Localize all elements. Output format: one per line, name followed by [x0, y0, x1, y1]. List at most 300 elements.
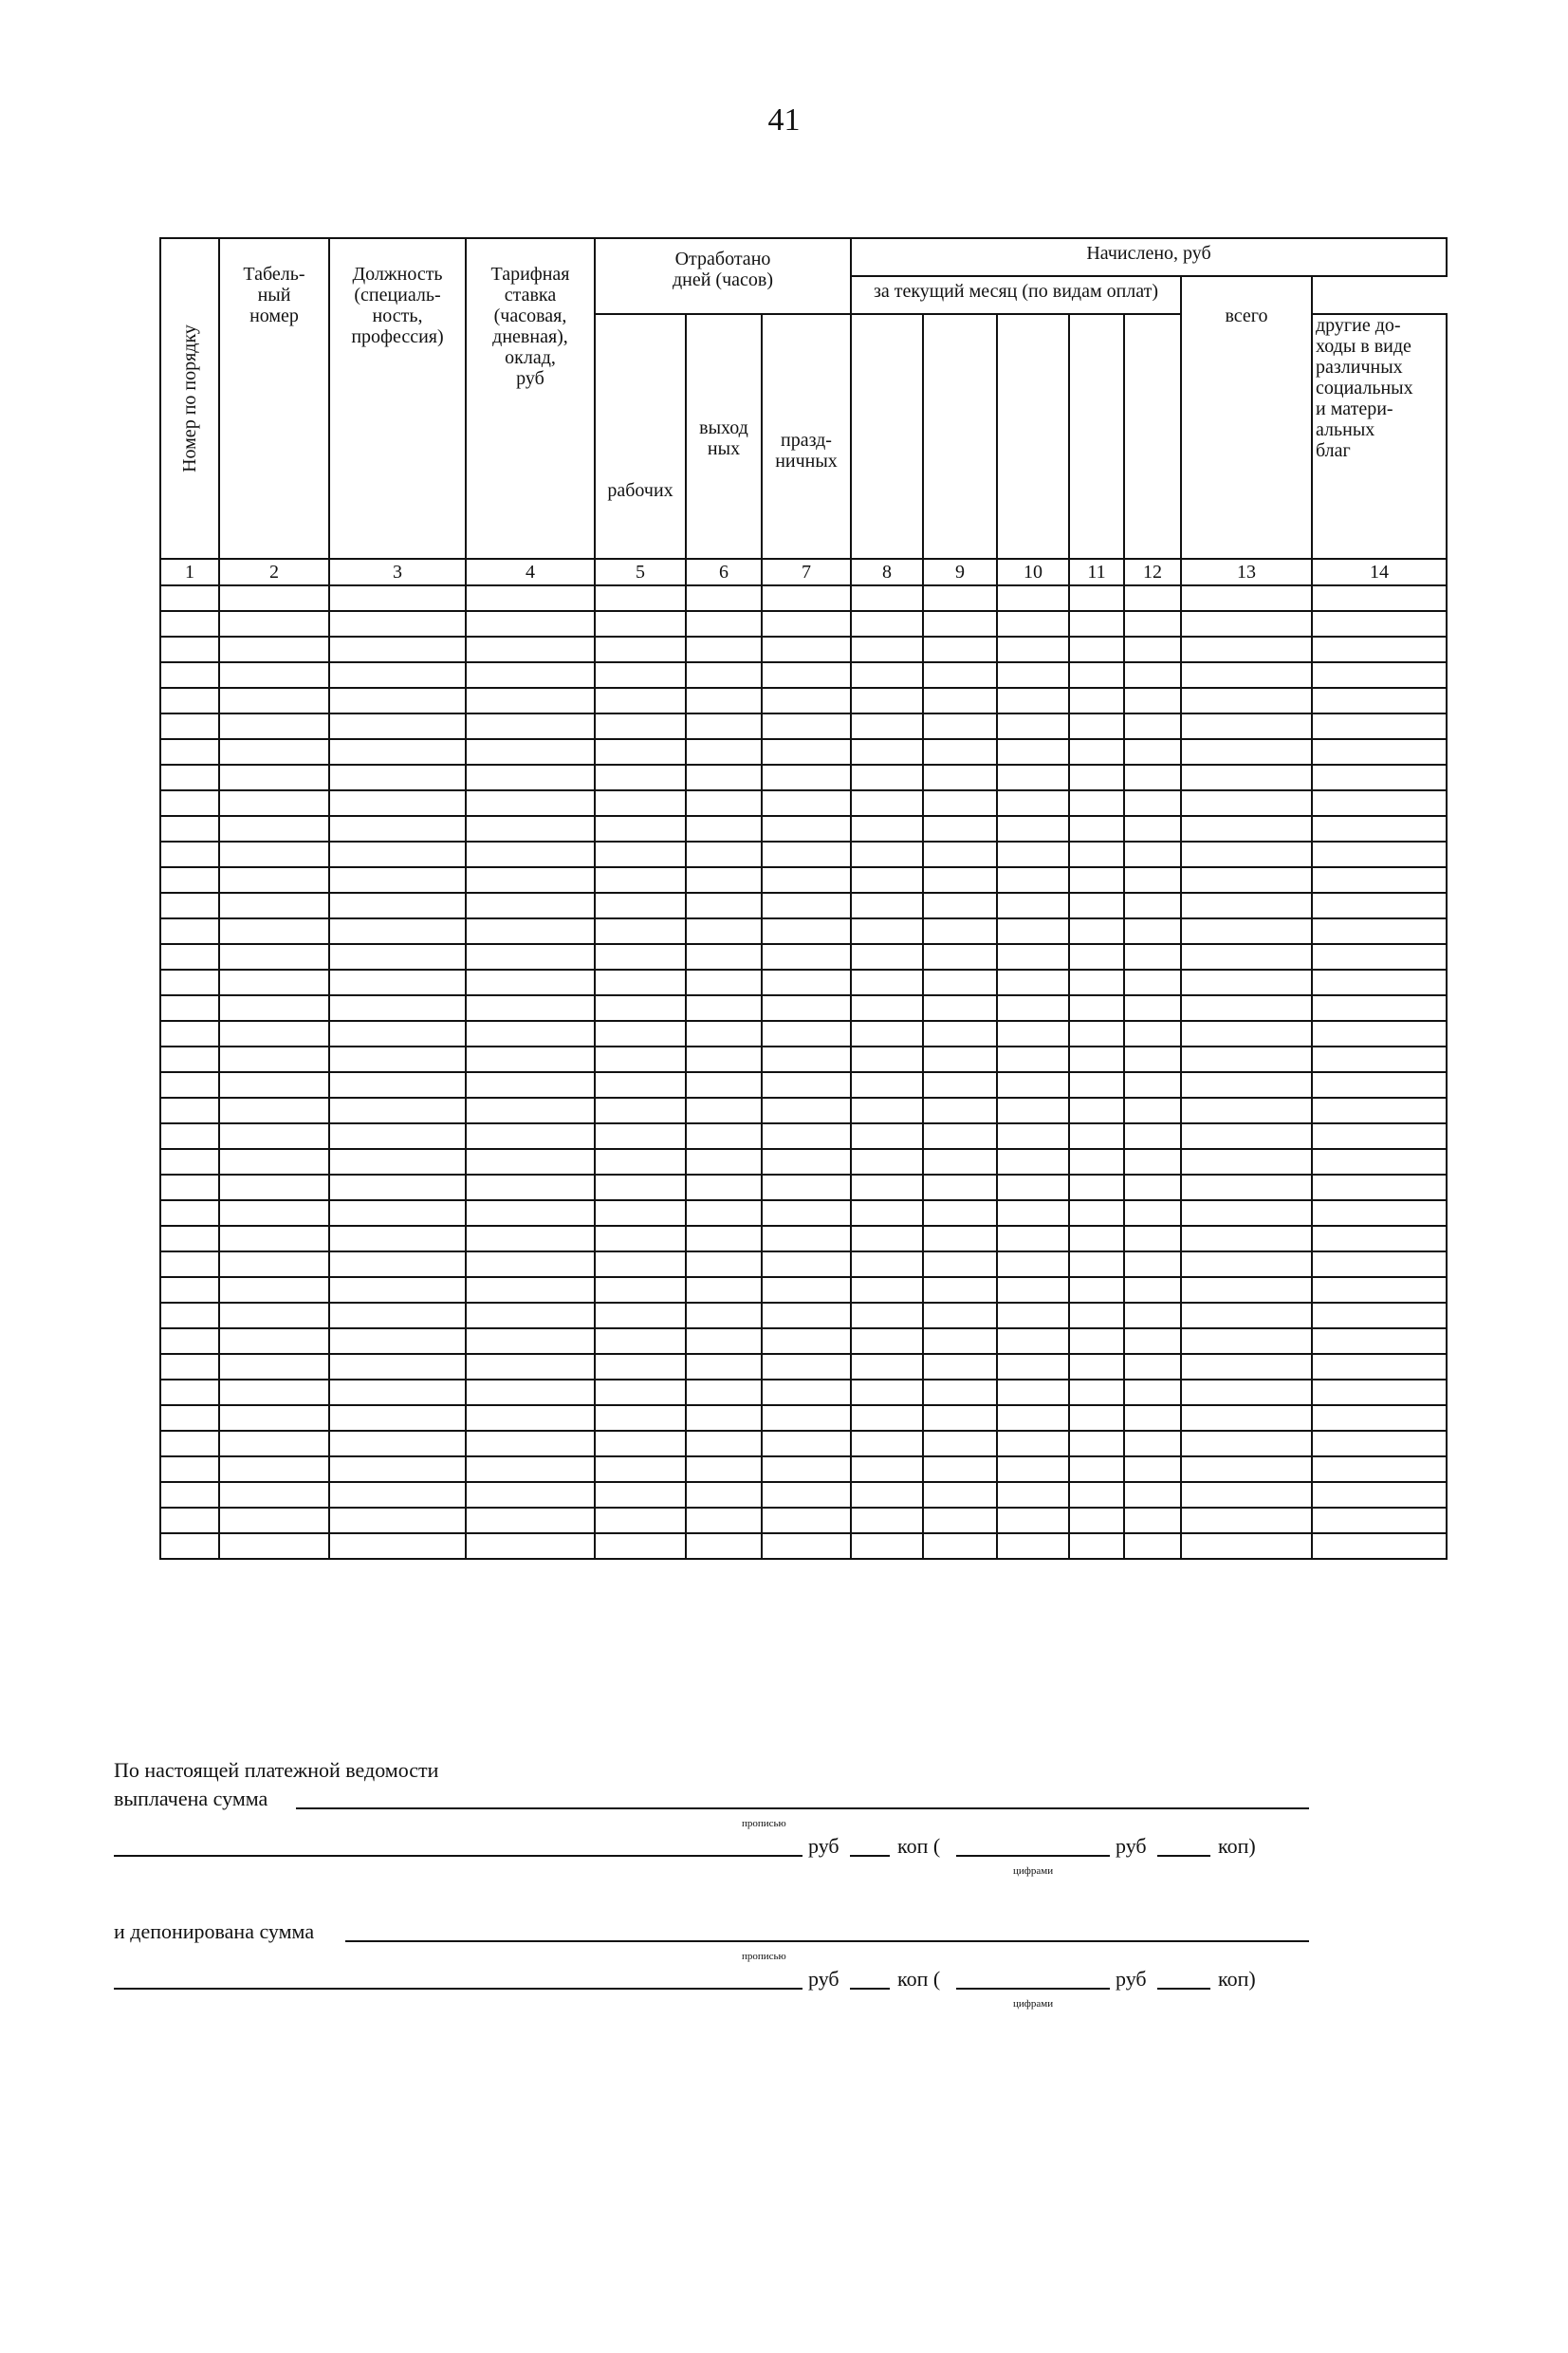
table-cell[interactable]: [1181, 1251, 1312, 1277]
table-cell[interactable]: [686, 1303, 762, 1328]
table-cell[interactable]: [219, 1047, 329, 1072]
table-cell[interactable]: [1181, 662, 1312, 688]
table-cell[interactable]: [923, 867, 997, 893]
table-cell[interactable]: [466, 688, 595, 713]
table-cell[interactable]: [1069, 1533, 1124, 1559]
table-cell[interactable]: [1069, 970, 1124, 995]
table-cell[interactable]: [595, 1405, 686, 1431]
table-cell[interactable]: [329, 1098, 466, 1123]
table-cell[interactable]: [1181, 790, 1312, 816]
table-cell[interactable]: [1124, 944, 1181, 970]
table-cell[interactable]: [1124, 1226, 1181, 1251]
table-cell[interactable]: [762, 1328, 851, 1354]
table-cell[interactable]: [1124, 1175, 1181, 1200]
table-cell[interactable]: [1181, 1149, 1312, 1175]
table-cell[interactable]: [686, 1533, 762, 1559]
table-cell[interactable]: [997, 1380, 1069, 1405]
table-cell[interactable]: [686, 585, 762, 611]
table-cell[interactable]: [851, 765, 923, 790]
table-cell[interactable]: [1181, 1303, 1312, 1328]
table-cell[interactable]: [762, 662, 851, 688]
table-cell[interactable]: [160, 1405, 219, 1431]
table-cell[interactable]: [1124, 1047, 1181, 1072]
table-cell[interactable]: [851, 918, 923, 944]
table-cell[interactable]: [329, 790, 466, 816]
table-cell[interactable]: [595, 1047, 686, 1072]
table-cell[interactable]: [851, 1328, 923, 1354]
table-cell[interactable]: [219, 1533, 329, 1559]
table-cell[interactable]: [686, 713, 762, 739]
table-cell[interactable]: [1181, 867, 1312, 893]
table-cell[interactable]: [329, 1021, 466, 1047]
table-cell[interactable]: [329, 893, 466, 918]
table-cell[interactable]: [160, 1277, 219, 1303]
table-cell[interactable]: [1124, 1021, 1181, 1047]
table-cell[interactable]: [466, 765, 595, 790]
table-cell[interactable]: [219, 1328, 329, 1354]
table-cell[interactable]: [923, 1405, 997, 1431]
table-cell[interactable]: [329, 611, 466, 637]
table-cell[interactable]: [923, 893, 997, 918]
table-cell[interactable]: [329, 1072, 466, 1098]
table-cell[interactable]: [923, 995, 997, 1021]
table-cell[interactable]: [686, 1328, 762, 1354]
table-cell[interactable]: [219, 1431, 329, 1456]
table-cell[interactable]: [160, 688, 219, 713]
table-cell[interactable]: [923, 739, 997, 765]
table-cell[interactable]: [329, 1047, 466, 1072]
table-cell[interactable]: [329, 713, 466, 739]
table-cell[interactable]: [1181, 739, 1312, 765]
table-cell[interactable]: [686, 918, 762, 944]
table-cell[interactable]: [686, 790, 762, 816]
table-cell[interactable]: [1312, 867, 1447, 893]
table-cell[interactable]: [595, 1098, 686, 1123]
table-cell[interactable]: [1069, 1456, 1124, 1482]
table-cell[interactable]: [1181, 1533, 1312, 1559]
table-cell[interactable]: [997, 662, 1069, 688]
table-cell[interactable]: [466, 1226, 595, 1251]
table-cell[interactable]: [851, 1175, 923, 1200]
table-cell[interactable]: [219, 688, 329, 713]
table-cell[interactable]: [1181, 765, 1312, 790]
table-cell[interactable]: [851, 1380, 923, 1405]
table-cell[interactable]: [160, 637, 219, 662]
table-cell[interactable]: [1181, 995, 1312, 1021]
table-cell[interactable]: [1124, 918, 1181, 944]
table-cell[interactable]: [595, 1354, 686, 1380]
table-cell[interactable]: [160, 765, 219, 790]
table-cell[interactable]: [595, 867, 686, 893]
table-cell[interactable]: [160, 1251, 219, 1277]
table-cell[interactable]: [595, 688, 686, 713]
table-cell[interactable]: [329, 1123, 466, 1149]
table-cell[interactable]: [1124, 1072, 1181, 1098]
table-cell[interactable]: [160, 1482, 219, 1508]
table-cell[interactable]: [219, 995, 329, 1021]
table-cell[interactable]: [923, 1533, 997, 1559]
table-cell[interactable]: [997, 893, 1069, 918]
table-cell[interactable]: [1124, 1123, 1181, 1149]
table-cell[interactable]: [595, 1226, 686, 1251]
table-cell[interactable]: [329, 995, 466, 1021]
table-cell[interactable]: [1069, 1226, 1124, 1251]
table-cell[interactable]: [329, 970, 466, 995]
table-cell[interactable]: [997, 1508, 1069, 1533]
table-cell[interactable]: [1181, 1226, 1312, 1251]
table-cell[interactable]: [466, 1508, 595, 1533]
table-cell[interactable]: [997, 944, 1069, 970]
table-cell[interactable]: [851, 1508, 923, 1533]
table-cell[interactable]: [997, 688, 1069, 713]
table-cell[interactable]: [219, 1251, 329, 1277]
table-cell[interactable]: [1069, 1200, 1124, 1226]
table-cell[interactable]: [595, 1072, 686, 1098]
table-cell[interactable]: [219, 662, 329, 688]
table-cell[interactable]: [595, 1533, 686, 1559]
table-cell[interactable]: [1124, 995, 1181, 1021]
table-cell[interactable]: [997, 816, 1069, 842]
table-cell[interactable]: [851, 713, 923, 739]
table-cell[interactable]: [923, 611, 997, 637]
table-cell[interactable]: [1069, 1175, 1124, 1200]
table-cell[interactable]: [686, 765, 762, 790]
table-cell[interactable]: [851, 1123, 923, 1149]
table-cell[interactable]: [1312, 1047, 1447, 1072]
table-cell[interactable]: [923, 918, 997, 944]
table-cell[interactable]: [686, 1200, 762, 1226]
table-cell[interactable]: [762, 918, 851, 944]
table-cell[interactable]: [1124, 662, 1181, 688]
table-cell[interactable]: [1124, 1354, 1181, 1380]
table-cell[interactable]: [851, 970, 923, 995]
table-cell[interactable]: [686, 995, 762, 1021]
table-cell[interactable]: [466, 1098, 595, 1123]
table-cell[interactable]: [219, 918, 329, 944]
table-cell[interactable]: [595, 1149, 686, 1175]
table-cell[interactable]: [466, 611, 595, 637]
table-cell[interactable]: [466, 1251, 595, 1277]
table-cell[interactable]: [762, 1354, 851, 1380]
table-cell[interactable]: [997, 867, 1069, 893]
table-cell[interactable]: [997, 765, 1069, 790]
table-cell[interactable]: [1312, 842, 1447, 867]
table-cell[interactable]: [595, 1456, 686, 1482]
table-cell[interactable]: [1181, 585, 1312, 611]
table-cell[interactable]: [595, 995, 686, 1021]
table-cell[interactable]: [329, 842, 466, 867]
table-cell[interactable]: [219, 1354, 329, 1380]
table-cell[interactable]: [595, 944, 686, 970]
table-cell[interactable]: [595, 637, 686, 662]
table-cell[interactable]: [466, 662, 595, 688]
table-cell[interactable]: [1124, 1456, 1181, 1482]
table-cell[interactable]: [466, 893, 595, 918]
table-cell[interactable]: [997, 585, 1069, 611]
table-cell[interactable]: [329, 637, 466, 662]
table-cell[interactable]: [1312, 918, 1447, 944]
table-cell[interactable]: [219, 1456, 329, 1482]
table-cell[interactable]: [595, 1175, 686, 1200]
table-cell[interactable]: [1181, 1098, 1312, 1123]
table-cell[interactable]: [762, 1123, 851, 1149]
table-cell[interactable]: [997, 1098, 1069, 1123]
table-cell[interactable]: [1181, 688, 1312, 713]
table-cell[interactable]: [851, 867, 923, 893]
table-cell[interactable]: [997, 1251, 1069, 1277]
table-cell[interactable]: [762, 739, 851, 765]
table-cell[interactable]: [329, 1149, 466, 1175]
table-cell[interactable]: [762, 765, 851, 790]
table-cell[interactable]: [466, 1431, 595, 1456]
table-cell[interactable]: [762, 1072, 851, 1098]
table-cell[interactable]: [997, 1123, 1069, 1149]
table-cell[interactable]: [160, 1431, 219, 1456]
table-cell[interactable]: [160, 1021, 219, 1047]
table-cell[interactable]: [686, 867, 762, 893]
table-cell[interactable]: [851, 1072, 923, 1098]
table-cell[interactable]: [329, 1380, 466, 1405]
table-cell[interactable]: [160, 970, 219, 995]
table-cell[interactable]: [160, 1226, 219, 1251]
table-cell[interactable]: [1069, 739, 1124, 765]
table-cell[interactable]: [686, 1277, 762, 1303]
table-cell[interactable]: [1181, 1482, 1312, 1508]
table-cell[interactable]: [686, 970, 762, 995]
table-cell[interactable]: [595, 662, 686, 688]
table-cell[interactable]: [762, 611, 851, 637]
table-cell[interactable]: [851, 842, 923, 867]
table-cell[interactable]: [1124, 1405, 1181, 1431]
table-cell[interactable]: [762, 970, 851, 995]
table-cell[interactable]: [1312, 1533, 1447, 1559]
table-cell[interactable]: [219, 713, 329, 739]
table-cell[interactable]: [160, 1380, 219, 1405]
table-cell[interactable]: [219, 944, 329, 970]
table-cell[interactable]: [595, 1251, 686, 1277]
table-cell[interactable]: [1124, 688, 1181, 713]
table-cell[interactable]: [1312, 1226, 1447, 1251]
table-cell[interactable]: [329, 662, 466, 688]
table-cell[interactable]: [1312, 1200, 1447, 1226]
table-cell[interactable]: [851, 893, 923, 918]
table-cell[interactable]: [1181, 842, 1312, 867]
table-cell[interactable]: [686, 611, 762, 637]
table-cell[interactable]: [160, 1072, 219, 1098]
table-cell[interactable]: [1124, 1303, 1181, 1328]
table-cell[interactable]: [1124, 1380, 1181, 1405]
table-cell[interactable]: [1181, 611, 1312, 637]
table-cell[interactable]: [160, 713, 219, 739]
table-cell[interactable]: [997, 1072, 1069, 1098]
table-cell[interactable]: [160, 585, 219, 611]
table-cell[interactable]: [762, 1482, 851, 1508]
table-cell[interactable]: [997, 1021, 1069, 1047]
table-cell[interactable]: [851, 1226, 923, 1251]
table-cell[interactable]: [851, 688, 923, 713]
table-cell[interactable]: [1312, 1098, 1447, 1123]
table-cell[interactable]: [466, 1380, 595, 1405]
table-cell[interactable]: [1181, 637, 1312, 662]
table-cell[interactable]: [762, 1021, 851, 1047]
table-cell[interactable]: [1069, 585, 1124, 611]
table-cell[interactable]: [997, 1200, 1069, 1226]
table-cell[interactable]: [686, 1021, 762, 1047]
table-cell[interactable]: [762, 1456, 851, 1482]
table-cell[interactable]: [595, 970, 686, 995]
table-cell[interactable]: [686, 1405, 762, 1431]
table-cell[interactable]: [1069, 1508, 1124, 1533]
table-cell[interactable]: [1181, 1072, 1312, 1098]
table-cell[interactable]: [1312, 1328, 1447, 1354]
table-cell[interactable]: [762, 1175, 851, 1200]
table-cell[interactable]: [160, 1098, 219, 1123]
table-cell[interactable]: [595, 585, 686, 611]
table-cell[interactable]: [1069, 867, 1124, 893]
table-cell[interactable]: [1124, 611, 1181, 637]
table-cell[interactable]: [923, 1431, 997, 1456]
table-cell[interactable]: [1312, 1149, 1447, 1175]
table-cell[interactable]: [923, 585, 997, 611]
table-cell[interactable]: [1124, 1200, 1181, 1226]
table-cell[interactable]: [329, 1533, 466, 1559]
table-cell[interactable]: [686, 1098, 762, 1123]
table-cell[interactable]: [219, 1405, 329, 1431]
table-cell[interactable]: [219, 867, 329, 893]
table-cell[interactable]: [1124, 1508, 1181, 1533]
table-cell[interactable]: [762, 713, 851, 739]
table-cell[interactable]: [851, 1303, 923, 1328]
table-cell[interactable]: [1181, 1175, 1312, 1200]
table-cell[interactable]: [686, 893, 762, 918]
table-cell[interactable]: [762, 790, 851, 816]
table-cell[interactable]: [219, 1200, 329, 1226]
table-cell[interactable]: [997, 1328, 1069, 1354]
table-cell[interactable]: [923, 1200, 997, 1226]
table-cell[interactable]: [997, 739, 1069, 765]
table-cell[interactable]: [329, 1431, 466, 1456]
table-cell[interactable]: [1312, 970, 1447, 995]
table-cell[interactable]: [851, 816, 923, 842]
table-cell[interactable]: [1181, 918, 1312, 944]
table-cell[interactable]: [762, 1200, 851, 1226]
table-cell[interactable]: [686, 739, 762, 765]
table-cell[interactable]: [923, 944, 997, 970]
table-cell[interactable]: [997, 1431, 1069, 1456]
table-cell[interactable]: [762, 1251, 851, 1277]
table-cell[interactable]: [1312, 637, 1447, 662]
table-cell[interactable]: [595, 893, 686, 918]
table-cell[interactable]: [1181, 1508, 1312, 1533]
table-cell[interactable]: [329, 1354, 466, 1380]
table-cell[interactable]: [1312, 1431, 1447, 1456]
table-cell[interactable]: [595, 816, 686, 842]
table-cell[interactable]: [329, 1303, 466, 1328]
table-cell[interactable]: [329, 1175, 466, 1200]
table-cell[interactable]: [466, 637, 595, 662]
table-cell[interactable]: [923, 1277, 997, 1303]
paid-amount-words-field[interactable]: [296, 1807, 1309, 1809]
table-cell[interactable]: [595, 918, 686, 944]
table-cell[interactable]: [329, 867, 466, 893]
table-cell[interactable]: [997, 637, 1069, 662]
table-cell[interactable]: [1181, 1200, 1312, 1226]
table-cell[interactable]: [762, 1380, 851, 1405]
table-cell[interactable]: [997, 1533, 1069, 1559]
table-cell[interactable]: [762, 1303, 851, 1328]
table-cell[interactable]: [329, 918, 466, 944]
table-cell[interactable]: [851, 1098, 923, 1123]
table-cell[interactable]: [1124, 1251, 1181, 1277]
table-cell[interactable]: [851, 1277, 923, 1303]
table-cell[interactable]: [1312, 1380, 1447, 1405]
table-cell[interactable]: [851, 611, 923, 637]
table-cell[interactable]: [219, 765, 329, 790]
table-cell[interactable]: [762, 893, 851, 918]
table-cell[interactable]: [160, 1328, 219, 1354]
table-cell[interactable]: [997, 970, 1069, 995]
table-cell[interactable]: [329, 1405, 466, 1431]
table-cell[interactable]: [595, 713, 686, 739]
table-cell[interactable]: [686, 1251, 762, 1277]
table-cell[interactable]: [219, 970, 329, 995]
table-cell[interactable]: [997, 1482, 1069, 1508]
table-cell[interactable]: [160, 1047, 219, 1072]
table-cell[interactable]: [1312, 1123, 1447, 1149]
table-cell[interactable]: [686, 1149, 762, 1175]
paid-kop-field[interactable]: [850, 1855, 890, 1857]
table-cell[interactable]: [219, 1482, 329, 1508]
table-cell[interactable]: [686, 662, 762, 688]
table-cell[interactable]: [329, 1328, 466, 1354]
table-cell[interactable]: [160, 867, 219, 893]
table-cell[interactable]: [329, 1456, 466, 1482]
table-cell[interactable]: [762, 1149, 851, 1175]
table-cell[interactable]: [923, 1251, 997, 1277]
table-cell[interactable]: [160, 842, 219, 867]
table-cell[interactable]: [762, 585, 851, 611]
table-cell[interactable]: [1312, 1175, 1447, 1200]
table-cell[interactable]: [762, 1508, 851, 1533]
table-cell[interactable]: [466, 1047, 595, 1072]
table-cell[interactable]: [160, 1175, 219, 1200]
table-cell[interactable]: [1181, 1123, 1312, 1149]
table-cell[interactable]: [595, 1021, 686, 1047]
table-cell[interactable]: [466, 944, 595, 970]
deposited-rub-digits-field[interactable]: [956, 1988, 1110, 1990]
table-cell[interactable]: [219, 1380, 329, 1405]
table-cell[interactable]: [686, 842, 762, 867]
table-cell[interactable]: [762, 867, 851, 893]
table-cell[interactable]: [851, 1533, 923, 1559]
table-cell[interactable]: [1069, 1072, 1124, 1098]
table-cell[interactable]: [1069, 1098, 1124, 1123]
table-cell[interactable]: [686, 944, 762, 970]
table-cell[interactable]: [1069, 1277, 1124, 1303]
table-cell[interactable]: [686, 1072, 762, 1098]
table-cell[interactable]: [923, 816, 997, 842]
table-cell[interactable]: [1069, 713, 1124, 739]
table-cell[interactable]: [1069, 790, 1124, 816]
table-cell[interactable]: [160, 918, 219, 944]
table-cell[interactable]: [1181, 1456, 1312, 1482]
table-cell[interactable]: [923, 970, 997, 995]
table-cell[interactable]: [1124, 1328, 1181, 1354]
table-cell[interactable]: [329, 1508, 466, 1533]
table-cell[interactable]: [923, 1508, 997, 1533]
table-cell[interactable]: [1312, 585, 1447, 611]
table-cell[interactable]: [466, 1354, 595, 1380]
